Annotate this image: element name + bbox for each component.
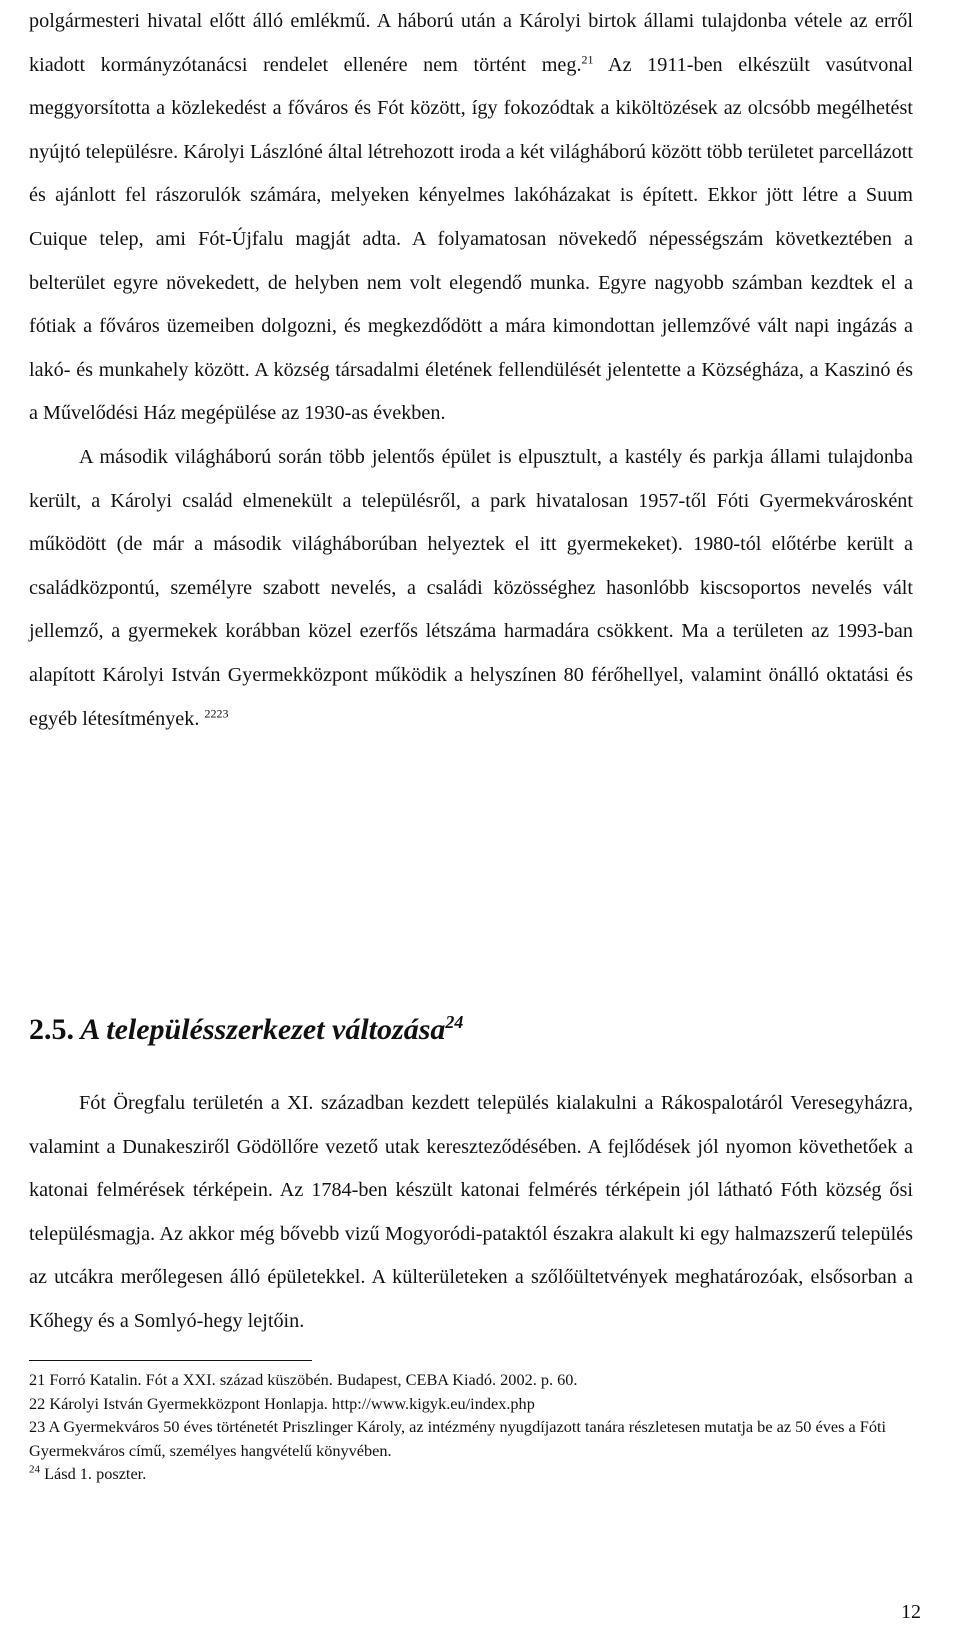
- paragraph-1-text-b: Az 1911-ben elkészült vasútvonal meggyorsította a közlekedést a főváros és Fót között, így fokozódtak a kiköltözések az olcsóbb megélhetést nyújtó településre. Károlyi Lászlóné által létrehozott iroda a két világháború között több területet parcellázott és ajánlott fel rászorulók számára, melyeken kényelmes lakóházakat is épített. Ekkor jött létre a Suum Cuique telep, ami Fót-Újfalu magját adta. A folyamatosan növekedő népességszám következtében a belterület egyre növekedett, de helyben nem volt elegendő munka. Egyre nagyobb számban kezdtek el a fótiak a főváros üzemeiben dolgozni, és megkezdődött a mára kimondottan jellemzővé vált napi ingázás a lakó- és munkahely között. A község társadalmi életének fellendülését jelentette a Községháza, a Kaszinó és a Művelődési Ház megépülése az 1930-as években.: [29, 53, 913, 425]
- footnote-ref-24[interactable]: 24: [445, 1012, 464, 1032]
- footnote-23: 23 A Gyermekváros 50 éves történetét Priszlinger Károly, az intézmény nyugdíjazott tanára részletesen mutatja be az 50 éves a Fóti Gyermekváros című, személyes hangvételű könyvében.: [29, 1417, 887, 1460]
- paragraph-1: [29, 0, 913, 436]
- footnote-ref-21[interactable]: 21: [581, 51, 594, 66]
- paragraph-2: [29, 436, 913, 741]
- paragraph-1-text: polgármesteri hivatal előtt álló emlékmű. A háború után a Károlyi birtok állami tulajdonba vétele az erről kiadott kormányzótanácsi rendelet ellenére nem történt meg.: [29, 10, 913, 76]
- section-number: 2.5.: [29, 1013, 74, 1046]
- footnote-22: 22 Károlyi István Gyermekközpont Honlapja. http://www.kigyk.eu/index.php: [29, 1393, 535, 1413]
- footnote-21: 21 Forró Katalin. Fót a XXI. század küszöbén. Budapest, CEBA Kiadó. 2002. p. 60.: [29, 1370, 578, 1389]
- footnote-24: [29, 1462, 913, 1486]
- section-body: [29, 1082, 913, 1344]
- page-number: 12: [901, 1601, 921, 1623]
- footnote-24-marker: 24: [29, 1463, 40, 1476]
- paragraph-3: Fót Öregfalu területén a XI. században kezdett település kialakulni a Rákospalotáról Veresegyházra, valamint a Dunakesziről Gödöllőre vezető utak kereszteződésében. A fejlődések jól nyomon követhetőek a katonai felmérések térképein. Az 1784-ben készült katonai felmérés térképein jól látható Fóth község ősi településmagja. Az akkor még bővebb vizű Mogyoródi-pataktól északra alakult ki egy halmazszerű település az utcákra merőlegesen álló épületekkel. A külterületeken a szőlőültetvények meghatározóak, elsősorban a Kőhegy és a Somlyó-hegy lejtőin.: [29, 1092, 913, 1332]
- footnote-separator: [29, 1360, 312, 1361]
- body-text: [29, 0, 913, 741]
- footnotes: [29, 1368, 913, 1486]
- footnote-ref-2223[interactable]: 2223: [204, 705, 229, 720]
- footnote-24-text: Lásd 1. poszter.: [44, 1464, 147, 1483]
- section-title: A településszerkezet változása: [80, 1013, 446, 1046]
- paragraph-2-text: A második világháború során több jelentős épület is elpusztult, a kastély és parkja állami tulajdonba került, a Károlyi család elmenekült a településről, a park hivatalosan 1957-től Fóti Gyermekvárosként működött (de már a második világháborúban helyeztek el itt gyermekeket). 1980-tól előtérbe került a családközpontú, személyre szabott nevelés, a családi közösséghez hasonlóbb kiscsoportos nevelés vált jellemző, a gyermekek korábban közel ezerfős létszáma harmadára csökkent. Ma a területen az 1993-ban alapított Károlyi István Gyermekközpont működik a helyszínen 80 férőhellyel, valamint önálló oktatási és egyéb létesítmények.: [29, 445, 913, 730]
- section-heading: [29, 1010, 463, 1050]
